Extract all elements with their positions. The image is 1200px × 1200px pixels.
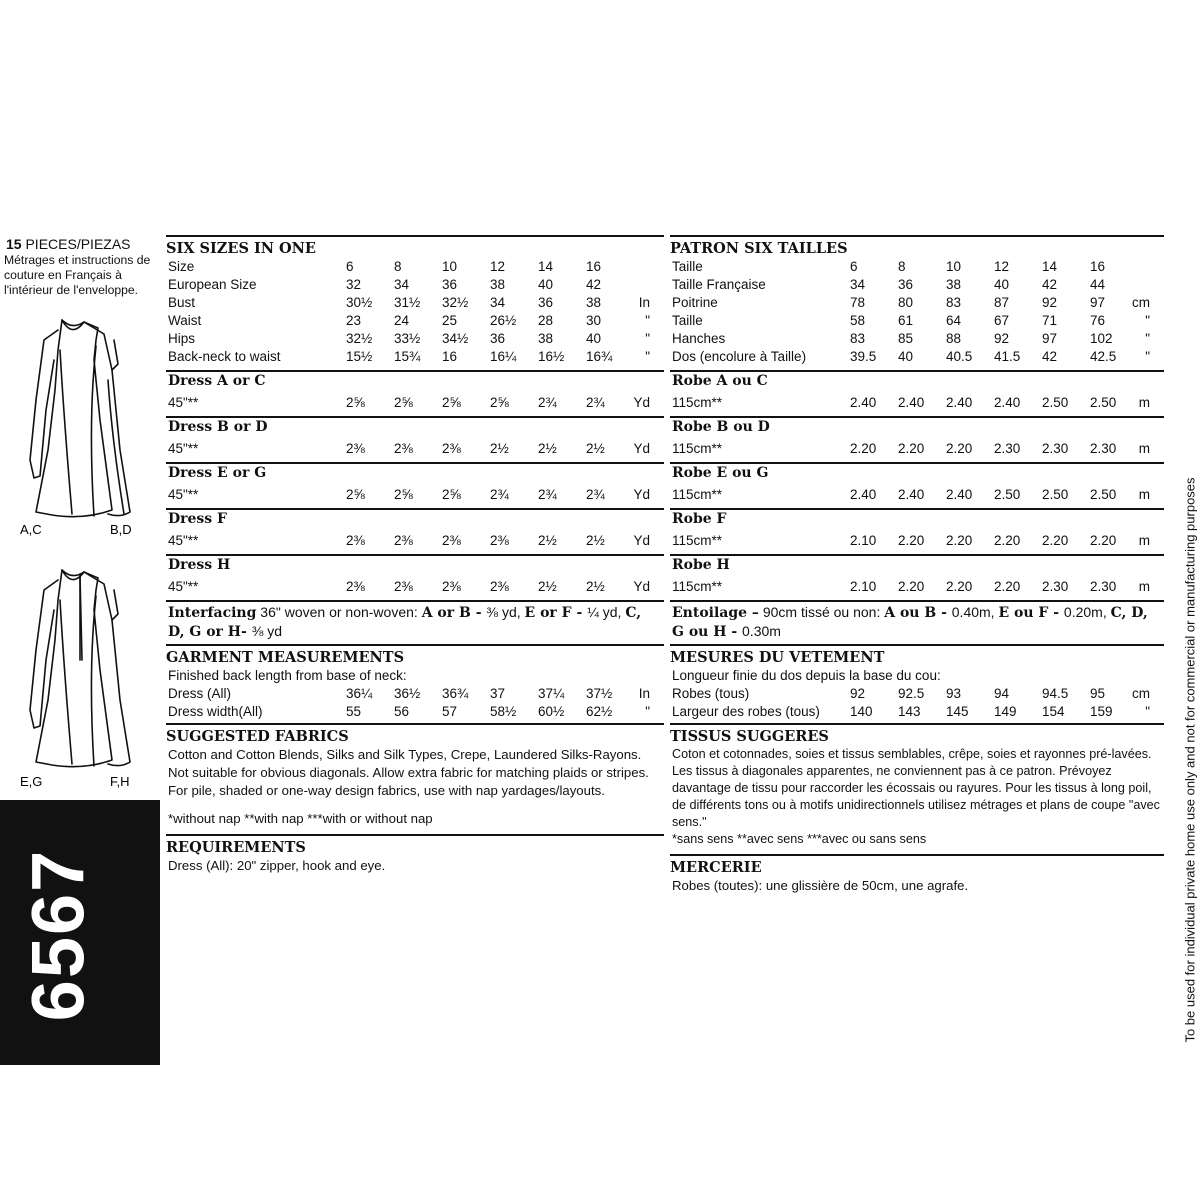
view-title: Robe B ou D (672, 419, 770, 435)
size-value: 30½ (346, 295, 373, 310)
unit: " (1145, 313, 1150, 328)
interfacing-desc: 36" woven or non-woven: (256, 604, 422, 620)
yardage-value: 2.30 (1042, 579, 1069, 594)
yardage-value: 2¾ (538, 395, 557, 410)
yardage-value: 2.40 (850, 395, 877, 410)
yardage-value: 2¾ (538, 487, 557, 502)
yardage-value: 2⅜ (490, 579, 509, 594)
size-value: 33½ (394, 331, 421, 346)
view-title: Robe E ou G (672, 465, 769, 481)
interfacing-text (166, 602, 664, 641)
yardage-value: 2⅜ (346, 579, 365, 594)
yardage-value: 2¾ (586, 487, 605, 502)
garment-measurements-title: MESURES DU VETEMENT (670, 644, 1164, 667)
suggested-fabrics-text: Coton et cotonnades, soies et tissus semblables, crêpe, soies et rayonnes pré-lavées. Les tissus à diagonales apparentes, ne conviennent pas à ce patron. Prévoyez davantage de tissu pour raccorder les écossais ou rayures. Pour les tissus à long poil, de différents tons ou à motifs unidirectionnels utilisez métrages et plans de coupe "avec sens." (672, 747, 1160, 829)
unit: m (1138, 441, 1150, 456)
garment-value: 145 (946, 704, 969, 719)
size-row-label: Back-neck to waist (168, 349, 281, 364)
size-row-label: Poitrine (672, 295, 718, 310)
yardage-value: 2⅝ (394, 487, 413, 502)
unit: " (645, 313, 650, 328)
yardage-value: 2.50 (1042, 395, 1069, 410)
fabric-width: 115cm** (672, 395, 723, 410)
size-value: 10 (442, 259, 458, 274)
view-title: Dress A or C (168, 373, 266, 389)
garment-value: 154 (1042, 704, 1065, 719)
size-row (166, 312, 664, 330)
french-column (670, 235, 1164, 895)
yardage-row (166, 394, 664, 412)
size-row (670, 330, 1164, 348)
garment-value: 159 (1090, 704, 1113, 719)
yardage-value: 2.10 (850, 533, 877, 548)
yardage-value: 2.20 (946, 579, 973, 594)
interfacing-amount: 0.30m (742, 623, 781, 639)
size-value: 44 (1090, 277, 1106, 292)
unit: " (1145, 331, 1150, 346)
garment-intro (166, 667, 664, 685)
yardage-value: 2.50 (1090, 395, 1117, 410)
size-value: 15½ (346, 349, 373, 364)
size-value: 42.5 (1090, 349, 1117, 364)
yardage-value: 2½ (586, 533, 605, 548)
size-row-label: Taille (672, 313, 703, 328)
size-value: 24 (394, 313, 410, 328)
yardage-value: 2¾ (586, 395, 605, 410)
fabric-width: 45"** (168, 441, 199, 456)
garment-value: 92.5 (898, 686, 925, 701)
size-value: 8 (394, 259, 402, 274)
size-row-label: Taille Française (672, 277, 766, 292)
yardage-value: 2½ (586, 579, 605, 594)
garment-value: 94.5 (1042, 686, 1069, 701)
size-chart-title: PATRON SIX TAILLES (670, 235, 1164, 258)
size-row (670, 312, 1164, 330)
garment-row-label: Dress width(All) (168, 704, 263, 719)
size-value: 16¼ (490, 349, 517, 364)
view-title: Dress E or G (168, 465, 267, 481)
garment-value: 149 (994, 704, 1017, 719)
size-value: 102 (1090, 331, 1113, 346)
unit: Yd (633, 533, 650, 548)
size-value: 36 (490, 331, 506, 346)
size-value: 14 (538, 259, 554, 274)
size-row (166, 276, 664, 294)
yardage-value: 2.50 (1042, 487, 1069, 502)
yardage-row (670, 440, 1164, 458)
size-value: 83 (946, 295, 962, 310)
size-value: 16 (1090, 259, 1106, 274)
size-value: 80 (898, 295, 914, 310)
interfacing-text (670, 602, 1164, 641)
garment-value: 92 (850, 686, 866, 701)
suggested-fabrics-title: SUGGESTED FABRICS (166, 723, 664, 746)
size-value: 36 (538, 295, 554, 310)
size-value: 78 (850, 295, 866, 310)
dress-technical-drawings (0, 300, 160, 800)
garment-value: 57 (442, 704, 458, 719)
interfacing-desc: 90cm tissé ou non: (758, 604, 885, 620)
size-value: 40 (898, 349, 914, 364)
yardage-value: 2⅝ (442, 395, 461, 410)
yardage-value: 2⅜ (490, 533, 509, 548)
size-row (166, 330, 664, 348)
size-row (670, 294, 1164, 312)
yardage-value: 2.20 (898, 441, 925, 456)
english-column (166, 235, 664, 875)
fabric-width: 45"** (168, 487, 199, 502)
size-value: 34 (850, 277, 866, 292)
yardage-row (166, 440, 664, 458)
unit: " (645, 349, 650, 364)
size-value: 32½ (442, 295, 469, 310)
garment-value: 60½ (538, 704, 565, 719)
garment-row-label: Largeur des robes (tous) (672, 704, 820, 719)
interfacing-label: Entoilage – (672, 605, 759, 621)
yardage-row (670, 532, 1164, 550)
yardage-value: 2⅝ (490, 395, 509, 410)
unit: In (638, 295, 650, 310)
drawing-label-bd: B,D (110, 522, 132, 537)
yardage-row (166, 578, 664, 596)
size-value: 6 (346, 259, 354, 274)
yardage-value: 2.40 (994, 395, 1021, 410)
garment-intro-text: Finished back length from base of neck: (168, 668, 407, 683)
size-value: 64 (946, 313, 962, 328)
garment-row (166, 703, 664, 721)
unit: " (1145, 704, 1150, 719)
yardage-row (166, 486, 664, 504)
yardage-value: 2.20 (850, 441, 877, 456)
garment-value: 37¼ (538, 686, 565, 701)
view-title: Dress F (168, 511, 228, 527)
size-value: 16½ (538, 349, 565, 364)
unit: Yd (633, 441, 650, 456)
size-value: 8 (898, 259, 906, 274)
pieces-label: PIECES/PIEZAS (25, 236, 131, 252)
interfacing-amount: 0.40m, (951, 604, 999, 620)
size-value: 16 (586, 259, 602, 274)
unit: " (645, 704, 650, 719)
garment-measurements-title: GARMENT MEASUREMENTS (166, 644, 664, 667)
size-row-label: Hips (168, 331, 196, 346)
yardage-value: 2⅝ (346, 395, 365, 410)
drawing-label-fh: F,H (110, 774, 130, 789)
nap-legend: *sans sens **avec sens ***avec ou sans sens (672, 832, 927, 846)
fabric-width: 115cm** (672, 441, 723, 456)
size-value: 28 (538, 313, 554, 328)
yardage-value: 2⅜ (346, 441, 365, 456)
size-value: 61 (898, 313, 914, 328)
fabric-width: 115cm** (672, 579, 723, 594)
size-value: 71 (1042, 313, 1058, 328)
pattern-number: 6567 (16, 848, 100, 1022)
size-value: 16 (442, 349, 458, 364)
size-value: 34 (490, 295, 506, 310)
size-value: 85 (898, 331, 914, 346)
size-value: 38 (490, 277, 506, 292)
garment-value: 37 (490, 686, 506, 701)
yardage-value: 2.40 (898, 395, 925, 410)
yardage-value: 2¾ (490, 487, 509, 502)
yardage-value: 2⅜ (394, 579, 413, 594)
yardage-row (670, 394, 1164, 412)
unit: Yd (633, 395, 650, 410)
interfacing-amount: 0.20m, (1063, 604, 1111, 620)
garment-value: 143 (898, 704, 921, 719)
requirements-title: REQUIREMENTS (166, 834, 664, 857)
size-value: 83 (850, 331, 866, 346)
yardage-value: 2⅜ (442, 579, 461, 594)
yardage-value: 2.20 (1042, 533, 1069, 548)
garment-value: 62½ (586, 704, 613, 719)
unit: cm (1132, 295, 1150, 310)
yardage-row (670, 578, 1164, 596)
garment-value: 94 (994, 686, 1010, 701)
yardage-value: 2.50 (1090, 487, 1117, 502)
nap-legend: *without nap **with nap ***with or without nap (168, 811, 433, 826)
interfacing-amount: ⅜ yd, (486, 604, 525, 620)
size-value: 34½ (442, 331, 469, 346)
yardage-value: 2.30 (994, 441, 1021, 456)
yardage-value: 2.20 (898, 579, 925, 594)
garment-value: 36¾ (442, 686, 469, 701)
size-value: 26½ (490, 313, 517, 328)
yardage-value: 2⅜ (442, 533, 461, 548)
yardage-value: 2⅝ (394, 395, 413, 410)
yardage-value: 2.20 (1090, 533, 1117, 548)
yardage-value: 2.40 (946, 395, 973, 410)
view-title: Robe H (672, 557, 730, 573)
size-value: 42 (1042, 277, 1058, 292)
size-row (166, 348, 664, 366)
size-value: 40 (586, 331, 602, 346)
interfacing-view: E or F - (524, 605, 588, 621)
garment-intro (670, 667, 1164, 685)
size-value: 67 (994, 313, 1010, 328)
size-value: 40 (994, 277, 1010, 292)
interfacing-amount: ⅜ yd (251, 623, 283, 639)
requirements-title: MERCERIE (670, 854, 1164, 877)
requirements-text: Robes (toutes): une glissière de 50cm, une agrafe. (672, 878, 969, 893)
size-value: 16¾ (586, 349, 613, 364)
interfacing-view: E ou F - (998, 605, 1064, 621)
yardage-value: 2½ (538, 533, 557, 548)
garment-value: 95 (1090, 686, 1106, 701)
size-value: 32 (346, 277, 362, 292)
size-row (670, 258, 1164, 276)
size-value: 36 (898, 277, 914, 292)
size-value: 40.5 (946, 349, 973, 364)
fabric-width: 115cm** (672, 533, 723, 548)
interfacing-view: C, D, G or H- (168, 605, 642, 640)
yardage-value: 2.30 (1090, 579, 1117, 594)
yardage-value: 2.20 (994, 533, 1021, 548)
usage-disclaimer: To be used for individual private home use only and not for commercial or manufacturing purposes (1182, 477, 1198, 1043)
size-row (166, 294, 664, 312)
unit: " (645, 331, 650, 346)
size-value: 32½ (346, 331, 373, 346)
size-row-label: Dos (encolure à Taille) (672, 349, 807, 364)
unit: m (1138, 395, 1150, 410)
size-value: 87 (994, 295, 1010, 310)
fabric-width: 115cm** (672, 487, 723, 502)
size-value: 23 (346, 313, 362, 328)
size-row-label: Hanches (672, 331, 726, 346)
unit: cm (1132, 686, 1150, 701)
garment-row-label: Robes (tous) (672, 686, 750, 701)
garment-value: 36½ (394, 686, 421, 701)
yardage-value: 2.40 (946, 487, 973, 502)
garment-row (670, 703, 1164, 721)
size-value: 97 (1090, 295, 1106, 310)
size-value: 41.5 (994, 349, 1021, 364)
drawing-label-eg: E,G (20, 774, 43, 789)
interfacing-view: A ou B - (884, 605, 952, 621)
interfacing-amount: ¼ yd, (587, 604, 626, 620)
pattern-number-block (0, 800, 160, 1065)
unit: Yd (633, 579, 650, 594)
pieces-number: 15 (6, 236, 22, 252)
unit: m (1138, 579, 1150, 594)
size-value: 6 (850, 259, 858, 274)
garment-row-label: Dress (All) (168, 686, 231, 701)
yardage-value: 2½ (490, 441, 509, 456)
yardage-value: 2⅝ (442, 487, 461, 502)
size-value: 15¾ (394, 349, 421, 364)
size-value: 40 (538, 277, 554, 292)
yardage-value: 2.50 (994, 487, 1021, 502)
size-chart-title: SIX SIZES IN ONE (166, 235, 664, 258)
size-row-label: Taille (672, 259, 703, 274)
size-value: 39.5 (850, 349, 877, 364)
suggested-fabrics-title: TISSUS SUGGERES (670, 723, 1164, 746)
size-value: 92 (994, 331, 1010, 346)
size-value: 30 (586, 313, 602, 328)
size-value: 38 (538, 331, 554, 346)
size-value: 36 (442, 277, 458, 292)
drawing-label-ac: A,C (20, 522, 42, 537)
yardage-value: 2⅜ (442, 441, 461, 456)
size-value: 38 (946, 277, 962, 292)
unit: In (638, 686, 650, 701)
size-row (670, 348, 1164, 366)
interfacing-view: A or B - (421, 605, 487, 621)
yardage-value: 2.30 (1090, 441, 1117, 456)
yardage-value: 2.10 (850, 579, 877, 594)
garment-intro-text: Longueur finie du dos depuis la base du cou: (672, 668, 941, 683)
yardage-value: 2.40 (850, 487, 877, 502)
garment-value: 58½ (490, 704, 517, 719)
requirements-text: Dress (All): 20" zipper, hook and eye. (168, 858, 386, 873)
garment-row (166, 685, 664, 703)
yardage-value: 2½ (538, 441, 557, 456)
yardage-value: 2.30 (1042, 441, 1069, 456)
yardage-row (670, 486, 1164, 504)
garment-value: 93 (946, 686, 962, 701)
size-value: 31½ (394, 295, 421, 310)
garment-value: 37½ (586, 686, 613, 701)
yardage-value: 2.20 (994, 579, 1021, 594)
yardage-value: 2.20 (946, 533, 973, 548)
interfacing-view: C, D, G ou H - (672, 605, 1148, 640)
size-row (166, 258, 664, 276)
fabric-width: 45"** (168, 395, 199, 410)
size-value: 58 (850, 313, 866, 328)
size-value: 76 (1090, 313, 1106, 328)
yardage-value: 2½ (538, 579, 557, 594)
yardage-value: 2.20 (946, 441, 973, 456)
size-row-label: Waist (168, 313, 202, 328)
size-value: 38 (586, 295, 602, 310)
yardage-value: 2.40 (898, 487, 925, 502)
suggested-fabrics-text: Cotton and Cotton Blends, Silks and Silk Types, Crepe, Laundered Silks-Rayons. Not suitable for obvious diagonals. Allow extra fabric for matching plaids or stripes. For pile, shaded or one-way design fabrics, use with nap yardages/layouts. (168, 747, 649, 798)
size-value: 88 (946, 331, 962, 346)
size-value: 97 (1042, 331, 1058, 346)
view-title: Robe F (672, 511, 727, 527)
size-value: 12 (490, 259, 506, 274)
size-row (670, 276, 1164, 294)
size-value: 42 (1042, 349, 1058, 364)
garment-value: 56 (394, 704, 410, 719)
size-value: 42 (586, 277, 602, 292)
garment-value: 55 (346, 704, 362, 719)
size-row-label: Size (168, 259, 195, 274)
unit: m (1138, 533, 1150, 548)
unit: m (1138, 487, 1150, 502)
size-value: 12 (994, 259, 1010, 274)
yardage-value: 2⅜ (346, 533, 365, 548)
size-value: 14 (1042, 259, 1058, 274)
french-instructions-note: Métrages et instructions de couture en Français à l'intérieur de l'enveloppe. (4, 253, 151, 297)
yardage-value: 2.20 (898, 533, 925, 548)
unit: Yd (633, 487, 650, 502)
garment-value: 36¼ (346, 686, 373, 701)
pieces-count (6, 236, 156, 252)
fabric-width: 45"** (168, 533, 199, 548)
garment-value: 140 (850, 704, 873, 719)
size-value: 10 (946, 259, 962, 274)
fabric-width: 45"** (168, 579, 199, 594)
size-value: 25 (442, 313, 458, 328)
interfacing-label: Interfacing (168, 605, 257, 621)
size-row-label: European Size (168, 277, 257, 292)
size-value: 92 (1042, 295, 1058, 310)
garment-row (670, 685, 1164, 703)
size-value: 34 (394, 277, 410, 292)
view-title: Dress B or D (168, 419, 268, 435)
yardage-value: 2½ (586, 441, 605, 456)
size-row-label: Bust (168, 295, 196, 310)
view-title: Robe A ou C (672, 373, 768, 389)
yardage-value: 2⅜ (394, 533, 413, 548)
view-title: Dress H (168, 557, 231, 573)
unit: " (1145, 349, 1150, 364)
yardage-value: 2⅝ (346, 487, 365, 502)
yardage-row (166, 532, 664, 550)
yardage-value: 2⅜ (394, 441, 413, 456)
